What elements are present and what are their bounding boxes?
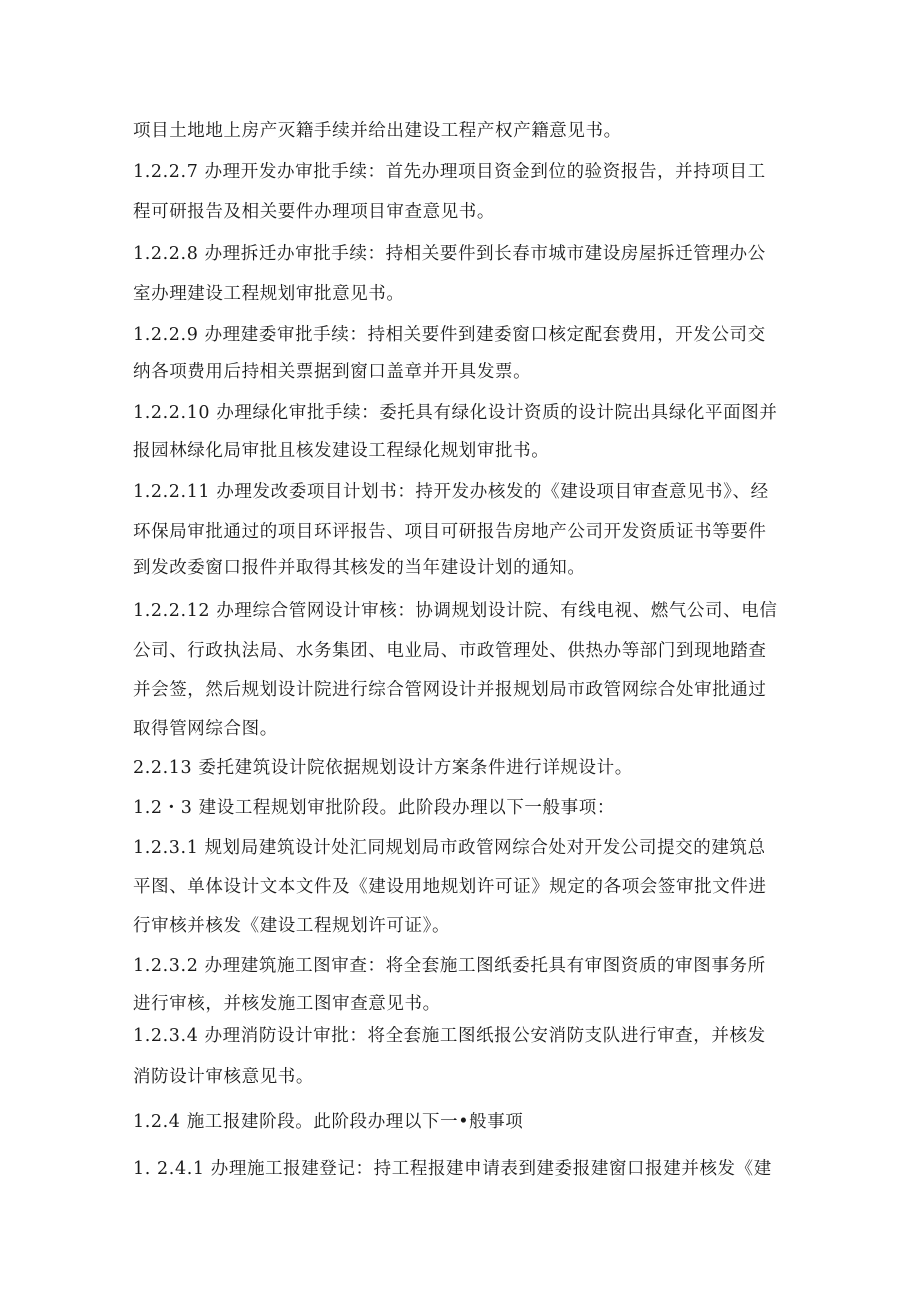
text-line: 1. 2.4.1 办理施工报建登记：持工程报建申请表到建委报建窗口报建并核发《建 (133, 1159, 772, 1179)
text-line: 纳各项费用后持相关票据到窗口盖章并开具发票。 (133, 362, 532, 382)
text-line: 进行审核，并核发施工图审查意见书。 (133, 994, 441, 1014)
text-line: 到发改委窗口报件并取得其核发的当年建设计划的通知。 (133, 558, 586, 578)
text-line: 1.2・3 建设工程规划审批阶段。此阶段办理以下一般事项： (133, 798, 615, 818)
text-line: 平图、单体设计文本文件及《建设用地规划许可证》规定的各项会签审批文件进 (133, 877, 767, 897)
text-line: 1.2.2.12 办理综合管网设计审核：协调规划设计院、有线电视、燃气公司、电信 (133, 601, 778, 621)
text-line: 并会签，然后规划设计院进行综合管网设计并报规划局市政管网综合处审批通过 (133, 680, 767, 700)
text-line: 室办理建设工程规划审批意见书。 (133, 284, 405, 304)
text-line: 1.2.2.7 办理开发办审批手续：首先办理项目资金到位的验资报告，并持项目工 (133, 162, 766, 182)
text-line: 行审核并核发《建设工程规划许可证》。 (133, 916, 451, 936)
text-line: 1.2.3.4 办理消防设计审批：将全套施工图纸报公安消防支队进行审查，并核发 (133, 1026, 766, 1046)
text-line: 程可研报告及相关要件办理项目审查意见书。 (133, 202, 495, 222)
text-line: 2.2.13 委托建筑设计院依据规划设计方案条件进行详规设计。 (133, 758, 633, 778)
text-line: 环保局审批通过的项目环评报告、项目可研报告房地产公司开发资质证书等要件 (133, 522, 767, 542)
text-line: 1.2.4 施工报建阶段。此阶段办理以下一•般事项 (133, 1112, 524, 1132)
text-line: 项目土地地上房产灭籍手续并给出建设工程产权产籍意见书。 (133, 121, 622, 141)
text-line: 1.2.2.9 办理建委审批手续：持相关要件到建委窗口核定配套费用，开发公司交 (133, 325, 766, 345)
text-line: 1.2.3.1 规划局建筑设计处汇同规划局市政管网综合处对开发公司提交的建筑总 (133, 838, 766, 858)
text-line: 1.2.2.8 办理拆迁办审批手续：持相关要件到长春市城市建设房屋拆迁管理办公 (133, 244, 766, 264)
text-line: 公司、行政执法局、水务集团、电业局、市政管理处、供热办等部门到现地踏查 (133, 641, 767, 661)
text-line: 取得管网综合图。 (133, 719, 278, 739)
text-line: 1.2.2.11 办理发改委项目计划书：持开发办核发的《建设项目审查意见书》、经 (133, 482, 769, 502)
text-line: 报园林绿化局审批且核发建设工程绿化规划审批书。 (133, 441, 550, 461)
text-line: 消防设计审核意见书。 (133, 1067, 314, 1087)
text-line: 1.2.2.10 办理绿化审批手续：委托具有绿化设计资质的设计院出具绿化平面图并 (133, 403, 778, 423)
text-line: 1.2.3.2 办理建筑施工图审查：将全套施工图纸委托具有审图资质的审图事务所 (133, 956, 766, 976)
